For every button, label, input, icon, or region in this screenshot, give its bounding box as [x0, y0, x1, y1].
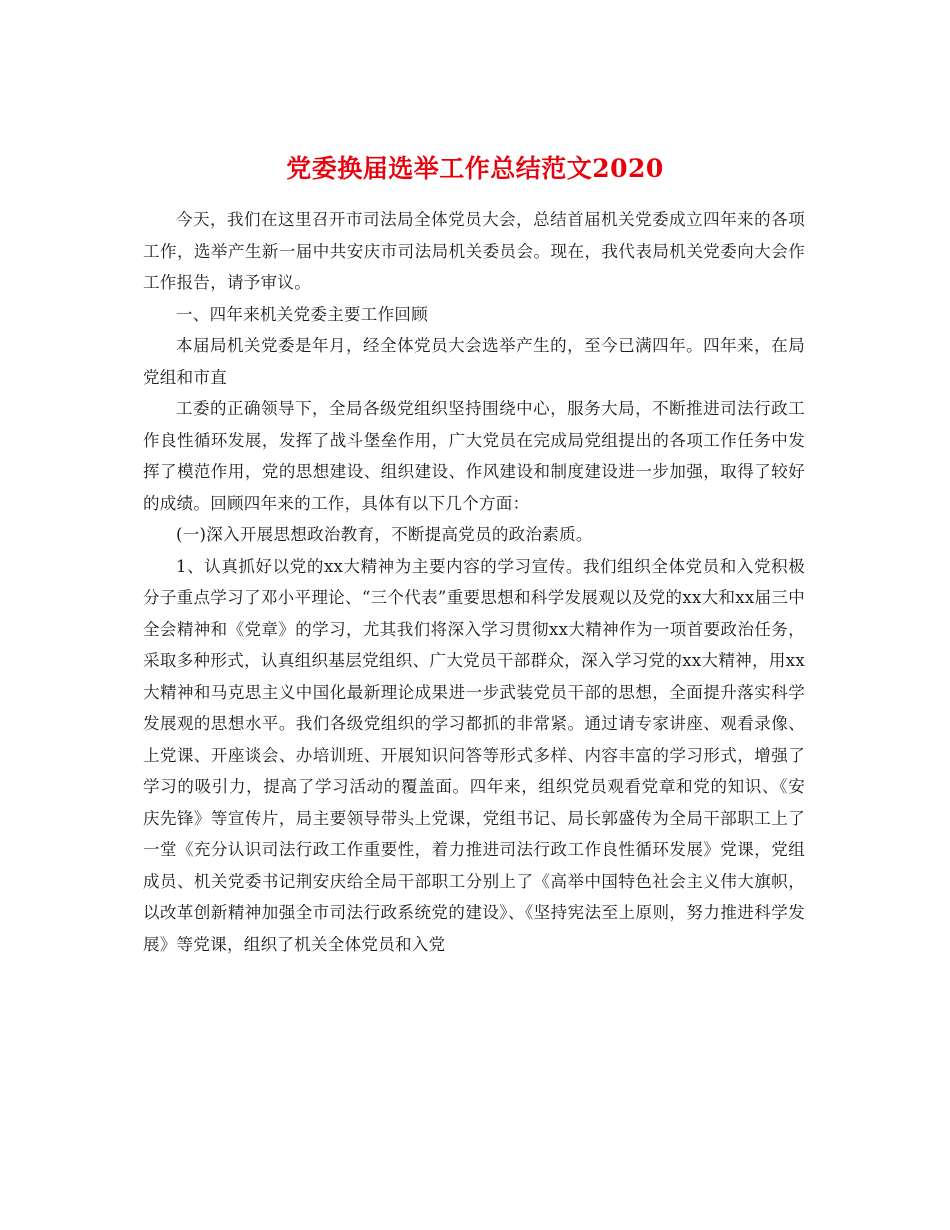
section-heading-review: 一、四年来机关党委主要工作回顾: [176, 304, 428, 324]
document-body: [143, 204, 805, 960]
paragraph-achievements: 工委的正确领导下，全局各级党组织坚持围绕中心，服务大局，不断推进司法行政工作良性循环发展，发挥了战斗堡垒作用，广大党员在完成局党组提出的各项工作任务中发挥了模范作用，党的思想建设、组织建设、作风建设和制度建设进一步加强，取得了较好的成绩。回顾四年来的工作，具体有以下几个方面：: [143, 399, 805, 513]
subsection-heading-education: (一)深入开展思想政治教育，不断提高党员的政治素质。: [176, 525, 593, 544]
paragraph-term: 本届局机关党委是年月，经全体党员大会选举产生的，至今已满四年。四年来，在局党组和市直: [143, 336, 805, 387]
document-title: 党委换届选举工作总结范文2020: [286, 153, 664, 183]
paragraph-study: 1、认真抓好以党的xx大精神为主要内容的学习宣传。我们组织全体党员和入党积极分子重点学习了邓小平理论、“三个代表”重要思想和科学发展观以及党的xx大和xx届三中全会精神和《党章》的学习，尤其我们将深入学习贯彻xx大精神作为一项首要政治任务，采取多种形式，认真组织基层党组织、广大党员干部群众，深入学习党的xx大精神，用xx大精神和马克思主义中国化最新理论成果进一步武装党员干部的思想，全面提升落实科学发展观的思想水平。我们各级党组织的学习都抓的非常紧。通过请专家讲座、观看录像、上党课、开座谈会、办培训班、开展知识问答等形式多样、内容丰富的学习形式，增强了学习的吸引力，提高了学习活动的覆盖面。四年来，组织党员观看党章和党的知识、《安庆先锋》等宣传片，局主要领导带头上党课，党组书记、局长郭盛传为全局干部职工上了一堂《充分认识司法行政工作重要性，着力推进司法行政工作良性循环发展》党课，党组成员、机关党委书记荆安庆给全局干部职工分别上了《高举中国特色社会主义伟大旗帜，以改革创新精神加强全市司法行政系统党的建设》、《坚持宪法至上原则，努力推进科学发展》等党课，组织了机关全体党员和入党: [143, 556, 805, 954]
paragraph-intro: 今天，我们在这里召开市司法局全体党员大会，总结首届机关党委成立四年来的各项工作，选举产生新一届中共安庆市司法局机关委员会。现在，我代表局机关党委向大会作工作报告，请予审议。: [143, 210, 805, 292]
